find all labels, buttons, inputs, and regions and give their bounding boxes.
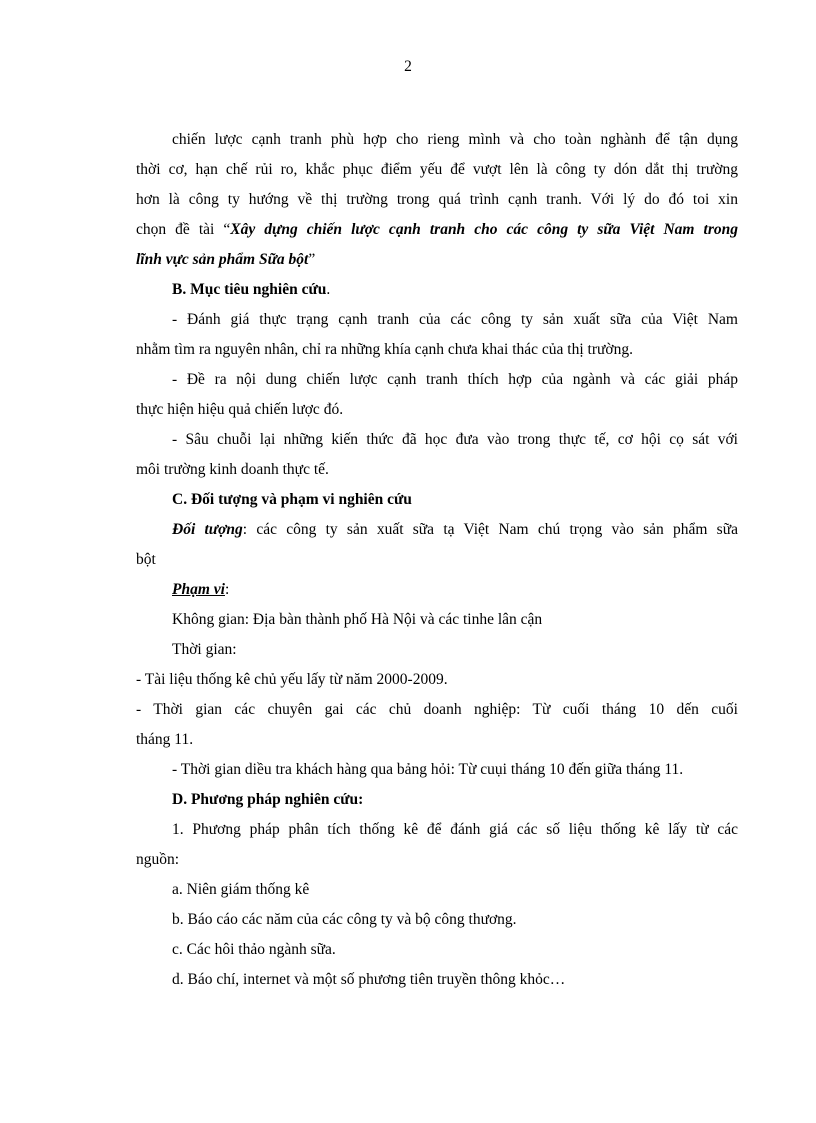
thesis-title-part-2: lĩnh vực sản phẩm Sữa bột (136, 251, 309, 268)
thesis-title-part-1: Xây dựng chiến lược cạnh tranh cho các công ty sữa Việt Nam trong (230, 221, 738, 238)
intro-line-5 (136, 245, 738, 275)
scope-label: Phạm vi (172, 581, 225, 598)
intro-prefix: chọn đề tài “ (136, 221, 231, 238)
page-number: 2 (404, 58, 412, 75)
intro-line-4 (136, 215, 738, 245)
section-b-heading-suffix: . (326, 281, 331, 298)
section-c-object-line-2: bột (136, 551, 156, 568)
section-c-time-item-3: - Thời gian diều tra khách hàng qua bảng hỏi: Từ cuụi tháng 10 đến giữa tháng 11. (172, 761, 684, 778)
section-c-space: Không gian: Địa bàn thành phố Hà Nội và các tinhe lân cận (172, 611, 543, 628)
object-text: : các công ty sản xuất sữa tạ Việt Nam chú trọng vào sản phẩm sữa (242, 521, 738, 538)
section-c-time: Thời gian: (172, 641, 237, 658)
section-c-time-item-1: - Tài liệu thống kê chủ yếu lấy từ năm 2000-2009. (136, 671, 448, 688)
section-c-time-item-2-line-2: tháng 11. (136, 731, 194, 748)
section-b-item-3-line-2: môi trường kinh doanh thực tế. (136, 461, 329, 478)
scope-suffix: : (224, 581, 230, 598)
section-b-item-2-line-2: thực hiện hiệu quả chiến lược đó. (136, 401, 344, 418)
section-c-object-line-1 (136, 515, 738, 545)
section-d-sub-a: a. Niên giám thống kê (172, 881, 310, 898)
section-d-item-1-line-1: 1. Phương pháp phân tích thống kê để đánh giá các số liệu thống kê lấy từ các (172, 821, 738, 838)
section-b-item-2-line-1: - Đề ra nội dung chiến lược cạnh tranh thích hợp của ngành và các giải pháp (172, 371, 738, 388)
section-b-item-1-line-2: nhằm tìm ra nguyên nhân, chỉ ra những khía cạnh chưa khai thác của thị trường. (136, 341, 633, 358)
section-c-scope-line (136, 575, 738, 605)
object-label: Đối tượng (172, 521, 243, 538)
section-c-time-item-2-line-1: - Thời gian các chuyên gai các chủ doanh nghiệp: Từ cuối tháng 10 dến cuối (136, 701, 738, 718)
section-d-item-1-line-2: nguồn: (136, 851, 180, 868)
section-d-heading: D. Phương pháp nghiên cứu: (172, 791, 364, 808)
section-c-heading: C. Đối tượng và phạm vi nghiên cứu (172, 491, 412, 508)
intro-suffix: ” (308, 251, 316, 268)
intro-line-2: thời cơ, hạn chế rủi ro, khắc phục điểm yếu để vượt lên là công ty dón dắt thị trường (136, 161, 738, 178)
intro-line-1: chiến lược cạnh tranh phù hợp cho rieng mình và cho toàn nghành để tận dụng (172, 131, 738, 148)
page-content (136, 125, 738, 995)
section-d-sub-c: c. Các hôi thảo ngành sữa. (172, 941, 336, 958)
intro-line-3: hơn là công ty hướng về thị trường trong quá trình cạnh tranh. Với lý do đó toi xin (136, 191, 738, 208)
section-b-item-1-line-1: - Đánh giá thực trạng cạnh tranh của các công ty sản xuất sữa của Việt Nam (172, 311, 738, 328)
section-d-sub-d: d. Báo chí, internet và một số phương tiên truyền thông khỏc… (172, 971, 566, 988)
section-b-item-3-line-1: - Sâu chuỗi lại những kiến thức đã học đưa vào trong thực tế, cơ hội cọ sát với (172, 431, 738, 448)
section-d-sub-b: b. Báo cáo các năm của các công ty và bộ công thương. (172, 911, 517, 928)
section-b-heading: B. Mục tiêu nghiên cứu (172, 281, 327, 298)
section-b-heading-line (136, 275, 738, 305)
